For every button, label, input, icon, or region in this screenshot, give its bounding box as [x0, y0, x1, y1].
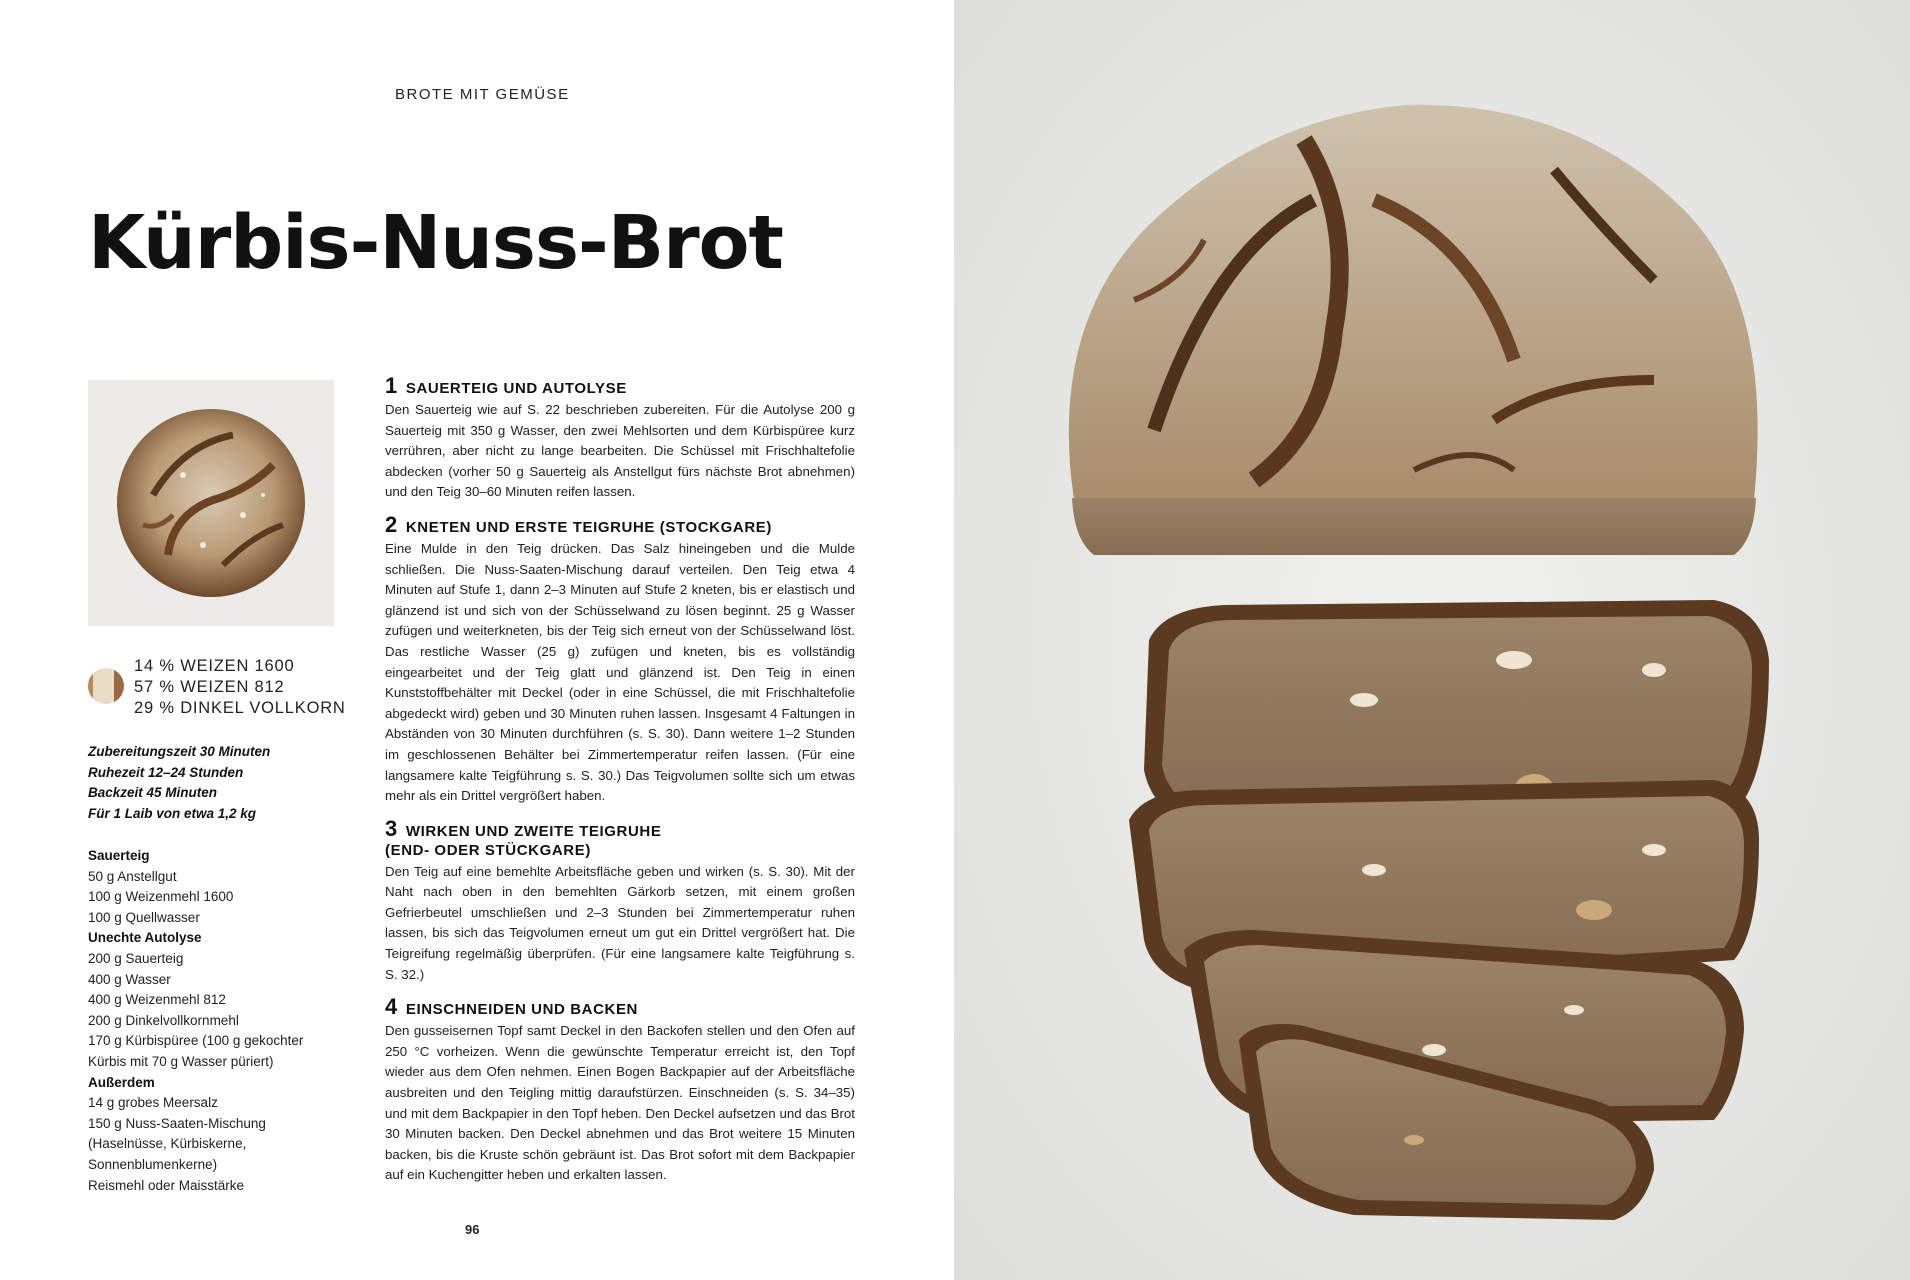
step-number: 1 [385, 373, 398, 398]
step-number: 2 [385, 511, 398, 537]
method-step [385, 373, 855, 503]
step-title: KNETEN UND ERSTE TEIGRUHE (STOCKGARE) [405, 518, 772, 536]
ingredient-item: 400 g Wasser [88, 971, 171, 987]
bread-photo [954, 0, 1910, 1280]
flour-mix-list [134, 656, 346, 719]
step-title: WIRKEN UND ZWEITE TEIGRUHE [405, 822, 662, 840]
ingredient-item: 400 g Weizenmehl 812 [88, 992, 226, 1008]
ingredient-list [88, 846, 328, 1196]
recipe-title: Kürbis-Nuss-Brot [88, 200, 783, 286]
section-kicker: BROTE MIT GEMÜSE [395, 86, 570, 103]
ingredient-group-title: Unechte Autolyse [88, 930, 202, 946]
ingredient-item: 150 g Nuss-Saaten-Mischung (Haselnüsse, Kürbiskerne, Sonnenblumenkerne) [88, 1115, 266, 1172]
ingredient-item: 100 g Quellwasser [88, 909, 200, 925]
flour-mix-line: 14 % WEIZEN 1600 [134, 657, 295, 675]
step-text: Eine Mulde in den Teig drücken. Das Salz hineingeben und die Mulde schließen. Die Nuss-Saaten-Mischung darauf verteilen. Den Teig etwa 4 Minuten auf Stufe 1, dann 2–3 Minuten auf Stufe 2 kneten, bis er elastisch und glänzend ist und sich von der Schüsselwand zu lösen beginnt. 25 g Wasser zufügen und weiterkneten, bis der Teig sich erneut von der Schüsselwand löst. Das restliche Wasser (25 g) zufügen und kneten, bis es vollständig eingearbeitet und der Teig glatt und glänzend ist. Den Teig in einen Kunststoffbehälter mit Deckel (oder in eine Schüssel, die mit Frischhaltefolie abgedeckt wird) geben und 30 Minuten ruhen lassen. Insgesamt 4 Faltungen in Abständen von 30 Minuten durchführen (s. S. 30). Dann weitere 1–2 Stunden im geschlossenen Behälter bei Zimmertemperatur reifen lassen. (Für eine langsamere kalte Teigführung s. S. 30.) Das Teigvolumen sollte sich um etwas mehr als ein Drittel vergrößert haben. [385, 540, 855, 804]
flour-mix-line: 29 % DINKEL VOLLKORN [134, 699, 346, 717]
yield: Für 1 Laib von etwa 1,2 kg [88, 805, 257, 821]
left-page [0, 0, 954, 1280]
method-step [385, 511, 855, 807]
recipe-meta [88, 742, 270, 824]
page-number: 96 [465, 1222, 480, 1237]
step-text: Den Sauerteig wie auf S. 22 beschrieben zubereiten. Für die Autolyse 200 g Sauerteig mit 350 g Wasser, den zwei Mehlsorten und dem Kürbispüree kurz verrühren, aber nicht zu lange bearbeiten. Die Schüssel mit Frischhaltefolie abdecken (vorher 50 g Sauerteig als Anstellgut fürs nächste Brot abnehmen) und den Teig 30–60 Minuten reifen lassen. [385, 402, 855, 500]
ingredient-group-title: Sauerteig [88, 848, 150, 863]
prep-time: Zubereitungszeit 30 Minuten [88, 744, 271, 759]
flour-mix-line: 57 % WEIZEN 812 [134, 678, 285, 696]
flour-mix-segment [93, 668, 114, 704]
photo-page [954, 0, 1910, 1280]
step-number: 3 [385, 815, 398, 841]
ingredient-item: 14 g grobes Meersalz [88, 1095, 218, 1111]
ingredient-item: 200 g Sauerteig [88, 950, 184, 966]
bread-loaf-image [113, 405, 309, 601]
step-text: Den Teig auf eine bemehlte Arbeitsfläche geben und wirken (s. S. 30). Mit der Naht nach oben in den bemehlten Gärkorb setzen, mit einem großen Gefrierbeutel umschließen und 2–3 Stunden bei Zimmertemperatur ruhen lassen, bis sich das Teigvolumen erneut um gut ein Drittel vergrößert hat. Die Teigreifung regelmäßig überprüfen. (Für eine langsamere kalte Teigführung s. S. 32.) [385, 863, 855, 982]
step-number: 4 [385, 994, 398, 1020]
ingredient-item: 100 g Weizenmehl 1600 [88, 889, 234, 905]
ingredient-group-title: Außerdem [88, 1074, 155, 1090]
method-steps [385, 373, 855, 1198]
step-title: EINSCHNEIDEN UND BACKEN [405, 1001, 638, 1019]
method-step [385, 815, 855, 986]
step-subtitle: (END- ODER STÜCKGARE) [385, 841, 591, 859]
flour-mix-icon [88, 668, 124, 704]
bake-time: Backzeit 45 Minuten [88, 785, 218, 800]
ingredient-item: 170 g Kürbispüree (100 g gekochter Kürbis mit 70 g Wasser püriert) [88, 1033, 304, 1069]
step-title: SAUERTEIG UND AUTOLYSE [405, 380, 627, 397]
rest-time: Ruhezeit 12–24 Stunden [88, 764, 244, 780]
bread-thumbnail [88, 380, 334, 626]
ingredient-item: 200 g Dinkelvollkornmehl [88, 1012, 239, 1028]
ingredient-item: Reismehl oder Maisstärke [88, 1177, 245, 1193]
step-text: Den gusseisernen Topf samt Deckel in den Backofen stellen und den Ofen auf 250 °C vorheizen. Wenn die gewünschte Temperatur erreicht ist, den Topf wieder aus dem Ofen nehmen. Einen Bogen Backpapier auf der Arbeitsfläche ausbreiten und den Teigling mittig daraufstürzen. Einschneiden (s. S. 34–35) und mit dem Backpapier in den Topf heben. Den Deckel aufsetzen und das Brot 30 Minuten backen. Den Deckel abnehmen und das Brot weitere 15 Minuten backen, bis die Kruste schön gebräunt ist. Das Brot sofort mit dem Backpapier auf ein Kuchengitter heben und erkalten lassen. [385, 1023, 855, 1183]
method-step [385, 994, 855, 1186]
ingredient-item: 50 g Anstellgut [88, 868, 177, 884]
flour-mix-segment [114, 668, 124, 704]
